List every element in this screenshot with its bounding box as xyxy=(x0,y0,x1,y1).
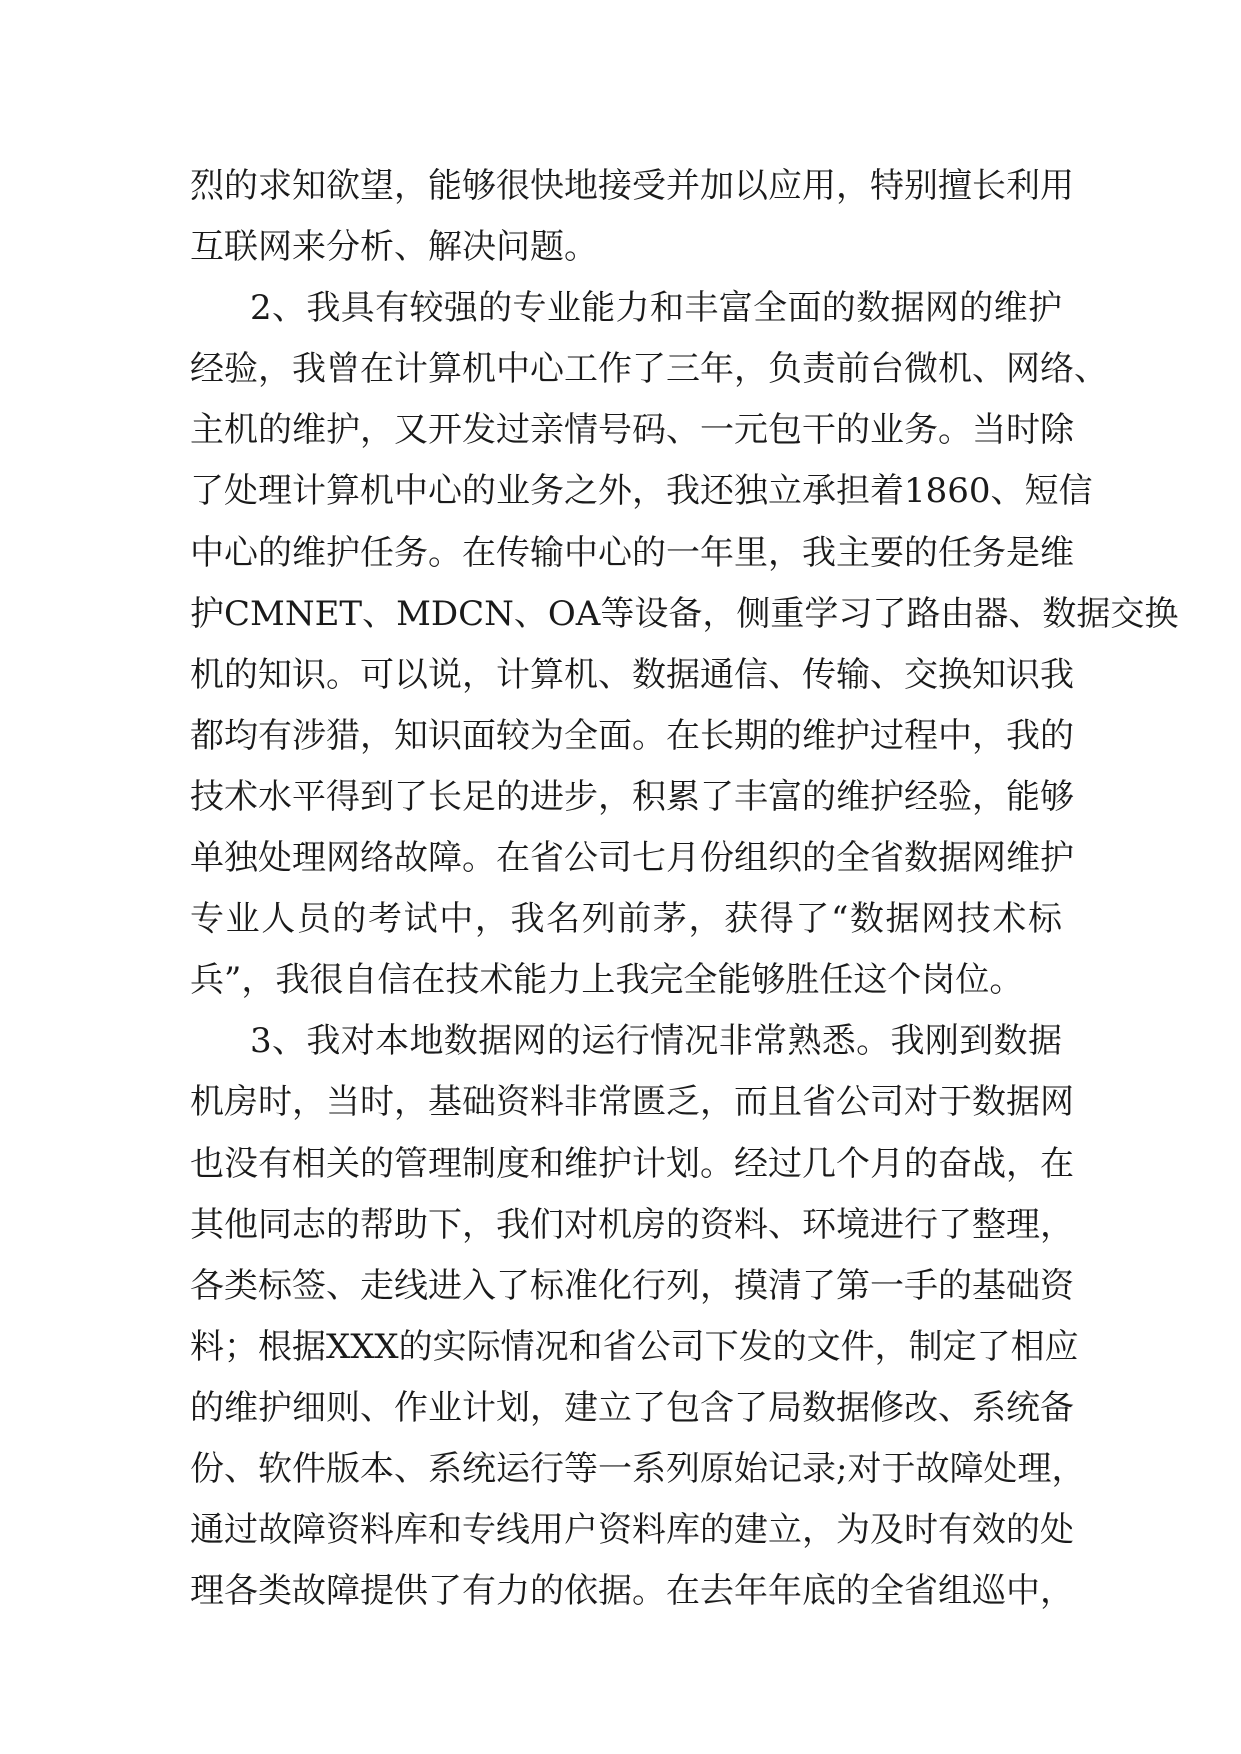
text-line: 各类标签、走线进入了标准化行列，摸清了第一手的基础资 xyxy=(190,1265,1074,1306)
text-line: 单独处理网络故障。在省公司七月份组织的全省数据网维护 xyxy=(190,838,1074,879)
text-line: 份、软件版本、系统运行等一系列原始记录;对于故障处理， xyxy=(190,1448,1086,1489)
text-line: 兵”，我很自信在技术能力上我完全能够胜任这个岗位。 xyxy=(190,960,1024,1001)
text-line: 理各类故障提供了有力的依据。在去年年底的全省组巡中， xyxy=(190,1571,1074,1612)
text-line: 2、我具有较强的专业能力和丰富全面的数据网的维护 xyxy=(250,288,1062,329)
text-line: 的维护细则、作业计划，建立了包含了局数据修改、系统备 xyxy=(190,1387,1074,1428)
text-line: 3、我对本地数据网的运行情况非常熟悉。我刚到数据 xyxy=(250,1021,1062,1062)
text-line: 主机的维护，又开发过亲情号码、一元包干的业务。当时除 xyxy=(190,410,1074,451)
text-line: 中心的维护任务。在传输中心的一年里，我主要的任务是维 xyxy=(190,532,1074,573)
body-text xyxy=(190,156,1179,1622)
text-line: 机房时，当时，基础资料非常匮乏，而且省公司对于数据网 xyxy=(190,1082,1074,1123)
text-line: 互联网来分析、解决问题。 xyxy=(190,227,598,268)
text-line: 专业人员的考试中，我名列前茅，获得了“数据网技术标 xyxy=(190,899,1062,940)
text-line: 经验，我曾在计算机中心工作了三年，负责前台微机、网络、 xyxy=(190,349,1108,390)
text-line: 料；根据XXX的实际情况和省公司下发的文件，制定了相应 xyxy=(190,1326,1079,1367)
text-line: 烈的求知欲望，能够很快地接受并加以应用，特别擅长利用 xyxy=(190,166,1074,206)
text-line: 通过故障资料库和专线用户资料库的建立，为及时有效的处 xyxy=(190,1510,1074,1551)
text-line: 机的知识。可以说，计算机、数据通信、传输、交换知识我 xyxy=(190,654,1074,695)
text-line: 也没有相关的管理制度和维护计划。经过几个月的奋战，在 xyxy=(190,1143,1074,1184)
text-line: 都均有涉猎，知识面较为全面。在长期的维护过程中，我的 xyxy=(190,715,1074,756)
text-line: 技术水平得到了长足的进步，积累了丰富的维护经验，能够 xyxy=(190,776,1074,817)
text-line: 其他同志的帮助下，我们对机房的资料、环境进行了整理， xyxy=(190,1204,1074,1245)
text-line: 护CMNET、MDCN、OA等设备，侧重学习了路由器、数据交换 xyxy=(190,593,1179,634)
text-line: 了处理计算机中心的业务之外，我还独立承担着1860、短信 xyxy=(190,471,1093,512)
